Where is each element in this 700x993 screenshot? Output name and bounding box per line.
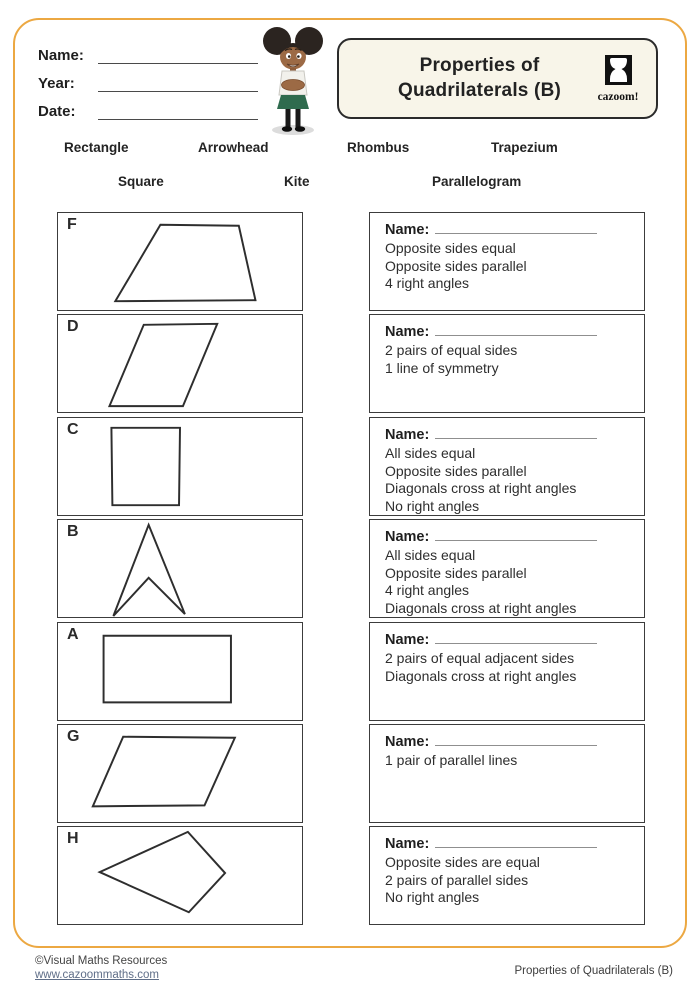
property-line: 1 pair of parallel lines: [385, 752, 518, 768]
prop-box-A: [369, 622, 645, 721]
answer-name-line: [435, 732, 597, 746]
shape-box-C: [57, 417, 303, 516]
page-title: [347, 53, 612, 103]
shape-letter-A: A: [67, 626, 79, 643]
page-title-line1: Properties of: [419, 55, 540, 76]
answer-name-label: Name:: [385, 324, 430, 340]
prop-box-B: [369, 519, 645, 618]
answer-name-line: [435, 322, 597, 336]
prop-box-H: [369, 826, 645, 925]
prop-box-D: [369, 314, 645, 413]
answer-name-label: Name:: [385, 222, 430, 238]
word-bank-arrowhead: Arrowhead: [198, 140, 269, 155]
footer-copyright: ©Visual Maths Resources: [35, 955, 168, 967]
mascot-girl-illustration: [254, 24, 332, 136]
word-bank-trapezium: Trapezium: [491, 140, 558, 155]
date-field: [38, 100, 258, 120]
answer-name-row: [385, 630, 636, 650]
year-field: [38, 72, 258, 92]
answer-name-line: [435, 630, 597, 644]
answer-name-line: [435, 425, 597, 439]
shape-letter-B: B: [67, 523, 79, 540]
property-line: Opposite sides parallel: [385, 564, 527, 581]
word-bank-square: Square: [118, 174, 164, 189]
shape-square: [58, 418, 302, 515]
shape-letter-D: D: [67, 318, 79, 335]
year-field-label: Year:: [38, 75, 75, 92]
prop-box-G: [369, 724, 645, 823]
answer-name-row: [385, 732, 636, 752]
cazoom-goblet-icon: [605, 55, 632, 85]
shape-letter-C: C: [67, 421, 79, 438]
footer-website-link[interactable]: www.cazoommaths.com: [35, 969, 159, 981]
shape-arrowhead: [58, 520, 302, 617]
shape-rectangle: [58, 623, 302, 720]
answer-name-row: [385, 527, 636, 547]
year-field-line: [98, 77, 258, 92]
footer-left: [35, 954, 167, 982]
property-line: 2 pairs of parallel sides: [385, 871, 529, 888]
word-bank-rectangle: Rectangle: [64, 140, 129, 155]
answer-name-row: [385, 834, 636, 854]
answer-name-label: Name:: [385, 529, 430, 545]
property-line: 4 right angles: [385, 582, 470, 598]
shape-trapezium: [58, 213, 302, 310]
answer-name-label: Name:: [385, 427, 430, 443]
answer-name-line: [435, 834, 597, 848]
word-bank-parallelogram: Parallelogram: [432, 174, 522, 189]
shape-box-A: [57, 622, 303, 721]
shape-letter-G: G: [67, 728, 80, 745]
page-title-line2: Quadrilaterals (B): [397, 80, 562, 101]
shape-box-F: [57, 212, 303, 311]
property-line: Opposite sides parallel: [385, 257, 527, 274]
property-line: 2 pairs of equal adjacent sides: [385, 650, 575, 666]
property-line: All sides equal: [385, 547, 476, 563]
property-line: 4 right angles: [385, 275, 470, 291]
name-field-label: Name:: [38, 47, 84, 64]
property-line: 2 pairs of equal sides: [385, 342, 518, 358]
cazoom-logo-text: cazoom!: [597, 91, 639, 103]
answer-name-line: [435, 527, 597, 541]
property-line: Opposite sides parallel: [385, 462, 527, 479]
property-line: Diagonals cross at right angles: [385, 599, 577, 616]
shape-box-G: [57, 724, 303, 823]
property-line: All sides equal: [385, 445, 476, 461]
answer-name-line: [435, 220, 597, 234]
shape-box-H: [57, 826, 303, 925]
property-line: 1 line of symmetry: [385, 359, 499, 376]
shape-kite: [58, 827, 302, 924]
footer-doc-title: Properties of Quadrilaterals (B): [514, 965, 673, 977]
answer-name-label: Name:: [385, 836, 430, 852]
shape-letter-H: H: [67, 830, 79, 847]
property-line: Opposite sides are equal: [385, 854, 540, 870]
name-field: [38, 44, 258, 64]
property-line: Diagonals cross at right angles: [385, 480, 577, 496]
shape-box-D: [57, 314, 303, 413]
cazoom-logo: [590, 55, 646, 103]
answer-name-label: Name:: [385, 632, 430, 648]
prop-box-F: [369, 212, 645, 311]
prop-box-C: [369, 417, 645, 516]
property-line: Diagonals cross at right angles: [385, 667, 577, 684]
property-line: No right angles: [385, 497, 480, 514]
shape-parallelogram: [58, 315, 302, 412]
answer-name-row: [385, 425, 636, 445]
answer-name-label: Name:: [385, 734, 430, 750]
shape-box-B: [57, 519, 303, 618]
title-box: [337, 38, 658, 119]
shape-parallelogram-wide: [58, 725, 302, 822]
property-line: No right angles: [385, 889, 480, 905]
shape-letter-F: F: [67, 216, 77, 233]
date-field-label: Date:: [38, 103, 76, 120]
name-field-line: [98, 49, 258, 64]
date-field-line: [98, 105, 258, 120]
word-bank-kite: Kite: [284, 174, 310, 189]
answer-name-row: [385, 322, 636, 342]
answer-name-row: [385, 220, 636, 240]
word-bank-rhombus: Rhombus: [347, 140, 410, 155]
property-line: Opposite sides equal: [385, 240, 516, 256]
